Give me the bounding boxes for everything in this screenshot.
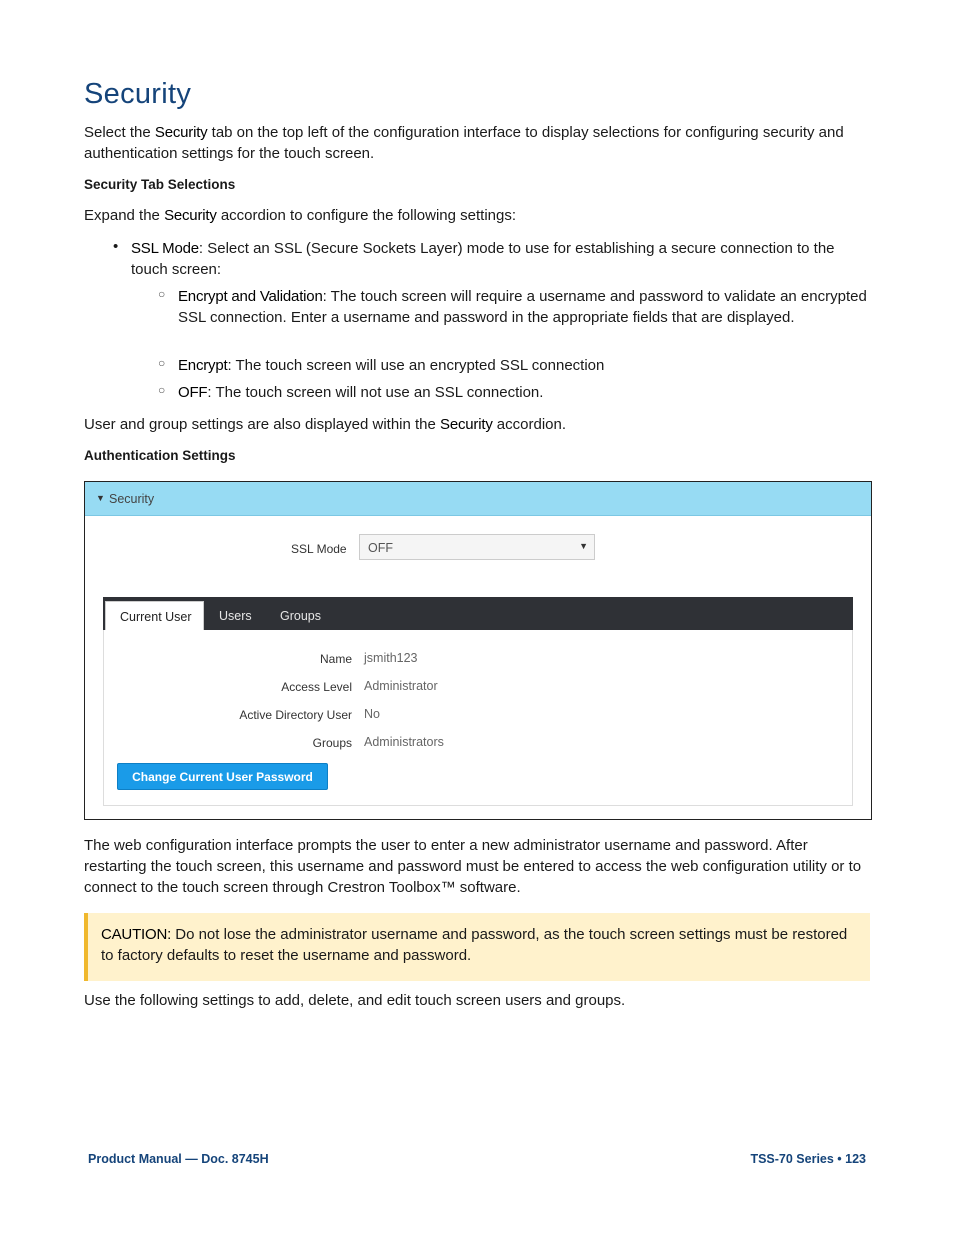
- footer-doc-title: Product Manual — Doc. 8745H: [88, 1152, 269, 1166]
- section-heading-security-tab: Security Tab Selections: [84, 177, 236, 192]
- ssl-mode-select[interactable]: [359, 534, 595, 560]
- tab-groups[interactable]: Groups: [280, 609, 321, 623]
- field-label-active-directory: Active Directory User: [239, 708, 352, 722]
- accordion-title: Security: [109, 492, 155, 506]
- ssl-option-off: OFF: The touch screen will not use an SSL connection.: [178, 384, 544, 401]
- caret-down-icon: ▼: [96, 493, 105, 503]
- term-security: Security: [154, 124, 208, 141]
- section-heading-authentication: Authentication Settings: [84, 448, 236, 463]
- expand-paragraph: Expand the Security accordion to configure the following settings:: [84, 207, 516, 224]
- ssl-option-encrypt-validation: Encrypt and Validation: The touch screen will require a username and password to validate an encrypted SSL connection. Enter a username and password in the appropriate fields that are displayed.: [178, 288, 867, 326]
- field-value-access-level: Administrator: [364, 679, 438, 693]
- user-group-paragraph: User and group settings are also displayed within the Security accordion.: [84, 416, 567, 433]
- ssl-mode-label: SSL Mode: [291, 542, 347, 556]
- field-value-active-directory: No: [364, 707, 380, 721]
- closing-paragraph: Use the following settings to add, delete, and edit touch screen users and groups.: [84, 992, 626, 1009]
- field-label-name: Name: [319, 652, 352, 666]
- caution-label: CAUTION:: [101, 926, 172, 943]
- prompt-paragraph: The web configuration interface prompts the user to enter a new administrator username and password. After restarting the touch screen, this username and password must be entered to access the web configuration utility or to connect to the touch screen through Crestron Toolbox™ software.: [84, 837, 862, 896]
- field-label-groups: Groups: [312, 736, 352, 750]
- footer-page-number: TSS-70 Series • 123: [750, 1152, 866, 1166]
- dropdown-caret-icon: ▼: [579, 541, 588, 551]
- caution-text: CAUTION: Do not lose the administrator username and password, as the touch screen settings must be restored to factory defaults to reset the username and password.: [101, 926, 848, 964]
- tab-users[interactable]: Users: [219, 609, 252, 623]
- change-password-button[interactable]: Change Current User Password: [117, 763, 328, 790]
- field-value-groups: Administrators: [364, 735, 444, 749]
- circle-bullet-icon: ○: [158, 287, 166, 301]
- ssl-option-encrypt: Encrypt: The touch screen will use an encrypted SSL connection: [178, 357, 605, 374]
- ssl-mode-value: OFF: [368, 541, 393, 555]
- user-tabs: [103, 597, 853, 630]
- authentication-settings-figure: [84, 481, 872, 820]
- caution-box: [84, 913, 870, 981]
- circle-bullet-icon: ○: [158, 383, 166, 397]
- ssl-mode-item: SSL Mode: Select an SSL (Secure Sockets Layer) mode to use for establishing a secure connection to the touch screen:: [131, 240, 835, 278]
- security-accordion-header[interactable]: [85, 482, 871, 516]
- bullet-icon: •: [113, 238, 119, 255]
- intro-paragraph: Select the Security tab on the top left of the configuration interface to display selections for configuring security and authentication settings for the touch screen.: [84, 124, 844, 162]
- field-value-name: jsmith123: [364, 651, 418, 665]
- tab-current-user[interactable]: Current User: [105, 601, 204, 630]
- circle-bullet-icon: ○: [158, 356, 166, 370]
- page-title: Security: [84, 78, 192, 110]
- field-label-access-level: Access Level: [281, 680, 352, 694]
